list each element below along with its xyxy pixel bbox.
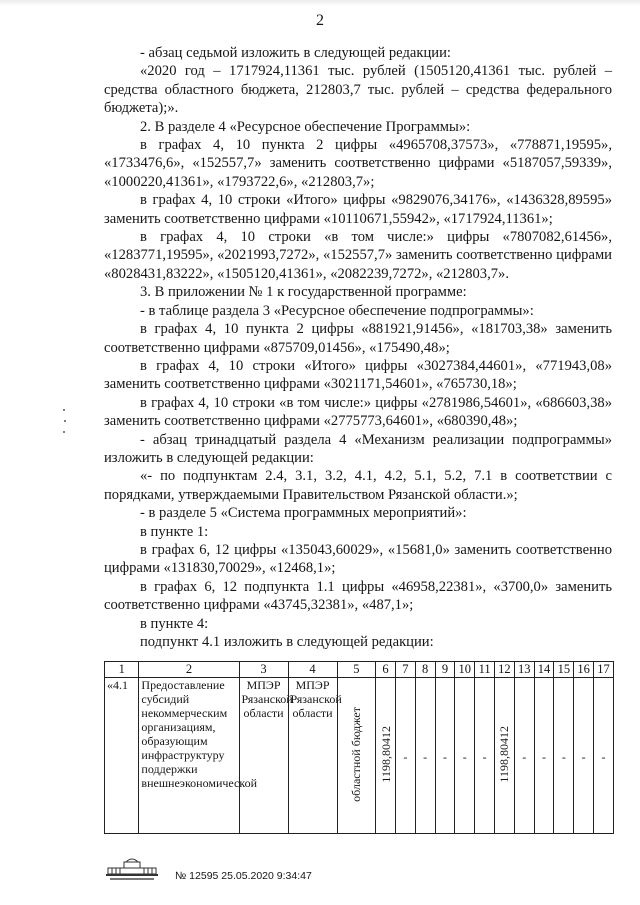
paragraph: «- по подпунктам 2.4, 3.1, 3.2, 4.1, 4.2, 5.1, 5.2, 7.1 в соответствии с порядками, утверждаемыми Правительством Рязанской области.»; (104, 468, 612, 503)
paragraph: в графах 4, 10 пункта 2 цифры «4965708,37573», «778871,19595», «1733476,6», «152557,7» заменить соответственно цифрами «5187057,59339», «1000220,41361», «1793722,6», «212803,7»; (104, 137, 612, 190)
document-body (104, 44, 612, 651)
column-header: 15 (554, 662, 574, 678)
column-header: 14 (534, 662, 554, 678)
paragraph: в пункте 4: (140, 615, 209, 632)
year-cell: - (534, 678, 554, 834)
paragraph: 3. В приложении № 1 к государственной программе: (140, 284, 467, 301)
year-cell: - (415, 678, 435, 834)
table-row (105, 678, 614, 834)
year-cell: - (475, 678, 495, 834)
column-header: 17 (594, 662, 614, 678)
year-cell: - (594, 678, 614, 834)
funding-source: областной бюджет (349, 706, 364, 802)
year-cell: - (574, 678, 594, 834)
column-header: 4 (288, 662, 337, 678)
column-header: 6 (376, 662, 396, 678)
year-cell: - (395, 678, 415, 834)
program-activities-table (104, 661, 614, 834)
year-cell: - (455, 678, 475, 834)
column-header: 7 (395, 662, 415, 678)
year-cell: - (435, 678, 455, 834)
year-cell: - (514, 678, 534, 834)
paragraph: «2020 год – 1717924,11361 тыс. рублей (1505120,41361 тыс. рублей – средства областного бюджета, 212803,7 тыс. рублей – средства федерального бюджета);». (104, 63, 612, 117)
total-cell (376, 678, 396, 834)
paragraph: в графах 4, 10 строки «Итого» цифры «3027384,44601», «771943,08» заменить соответственно цифрами «3021171,54601», «765730,18»; (104, 357, 612, 393)
activity-name: Предоставление субсидий некоммерческим организациям, образующим инфраструктуру поддержки внешнеэкономической (139, 678, 239, 834)
executor-cell: МПЭР Рязанской области (288, 678, 337, 834)
paragraph: в графах 6, 12 цифры «135043,60029», «15681,0» заменить соответственно цифрами «131830,70029», «12468,1»; (104, 541, 612, 577)
paragraph: в пункте 1: (140, 523, 209, 540)
column-header: 5 (337, 662, 376, 678)
year-cell: - (554, 678, 574, 834)
table-header-row (105, 662, 614, 678)
margin-mark (62, 407, 67, 437)
government-building-logo (104, 855, 160, 881)
paragraph: - в таблице раздела 3 «Ресурсное обеспечение подпрограммы»: (140, 302, 534, 319)
column-header: 9 (435, 662, 455, 678)
scan-edge (0, 0, 640, 6)
column-header: 3 (239, 662, 288, 678)
year-amount: 1198,80412 (497, 725, 512, 783)
column-header: 1 (105, 662, 139, 678)
paragraph: в графах 4, 10 пункта 2 цифры «881921,91456», «181703,38» заменить соответственно цифрами «875709,01456», «175490,48»; (104, 321, 612, 356)
paragraph: в графах 6, 12 подпункта 1.1 цифры «46958,22381», «3700,0» заменить соответственно цифрами «43745,32381», «487,1»; (104, 578, 612, 614)
registration-stamp: № 12595 25.05.2020 9:34:47 (175, 870, 312, 882)
column-header: 2 (139, 662, 239, 678)
column-header: 8 (415, 662, 435, 678)
column-header: 10 (455, 662, 475, 678)
paragraph: подпункт 4.1 изложить в следующей редакции: (140, 634, 434, 650)
page-number: 2 (316, 12, 324, 29)
paragraph: - абзац седьмой изложить в следующей редакции: (140, 45, 451, 61)
column-header: 16 (574, 662, 594, 678)
year-amount-cell (495, 678, 515, 834)
column-header: 12 (495, 662, 515, 678)
paragraph: 2. В разделе 4 «Ресурсное обеспечение Программы»: (140, 118, 471, 135)
paragraph: - абзац тринадцатый раздела 4 «Механизм реализации подпрограммы» изложить в следующей редакции: (104, 431, 612, 466)
funding-source-cell (337, 678, 376, 834)
column-header: 11 (475, 662, 495, 678)
paragraph: в графах 4, 10 строки «в том числе:» цифры «2781986,54601», «686603,38» заменить соответственно цифрами «2775773,64601», «680390,48»; (104, 394, 612, 430)
total-amount: 1198,80412 (378, 725, 393, 783)
column-header: 13 (514, 662, 534, 678)
executor-cell: МПЭР Рязанской области (239, 678, 288, 834)
paragraph: в графах 4, 10 строки «в том числе:» цифры «7807082,61456», «1283771,19595», «2021993,7272», «152557,7» заменить соответственно цифрами «8028431,83222», «1505120,41361», «2082239,7272», «212803,7». (104, 229, 612, 282)
item-number: «4.1 (105, 678, 139, 834)
paragraph: - в разделе 5 «Система программных мероприятий»: (140, 505, 467, 522)
paragraph: в графах 4, 10 строки «Итого» цифры «9829076,34176», «1436328,89595» заменить соответственно цифрами «10110671,55942», «1717924,11361»; (104, 192, 612, 227)
